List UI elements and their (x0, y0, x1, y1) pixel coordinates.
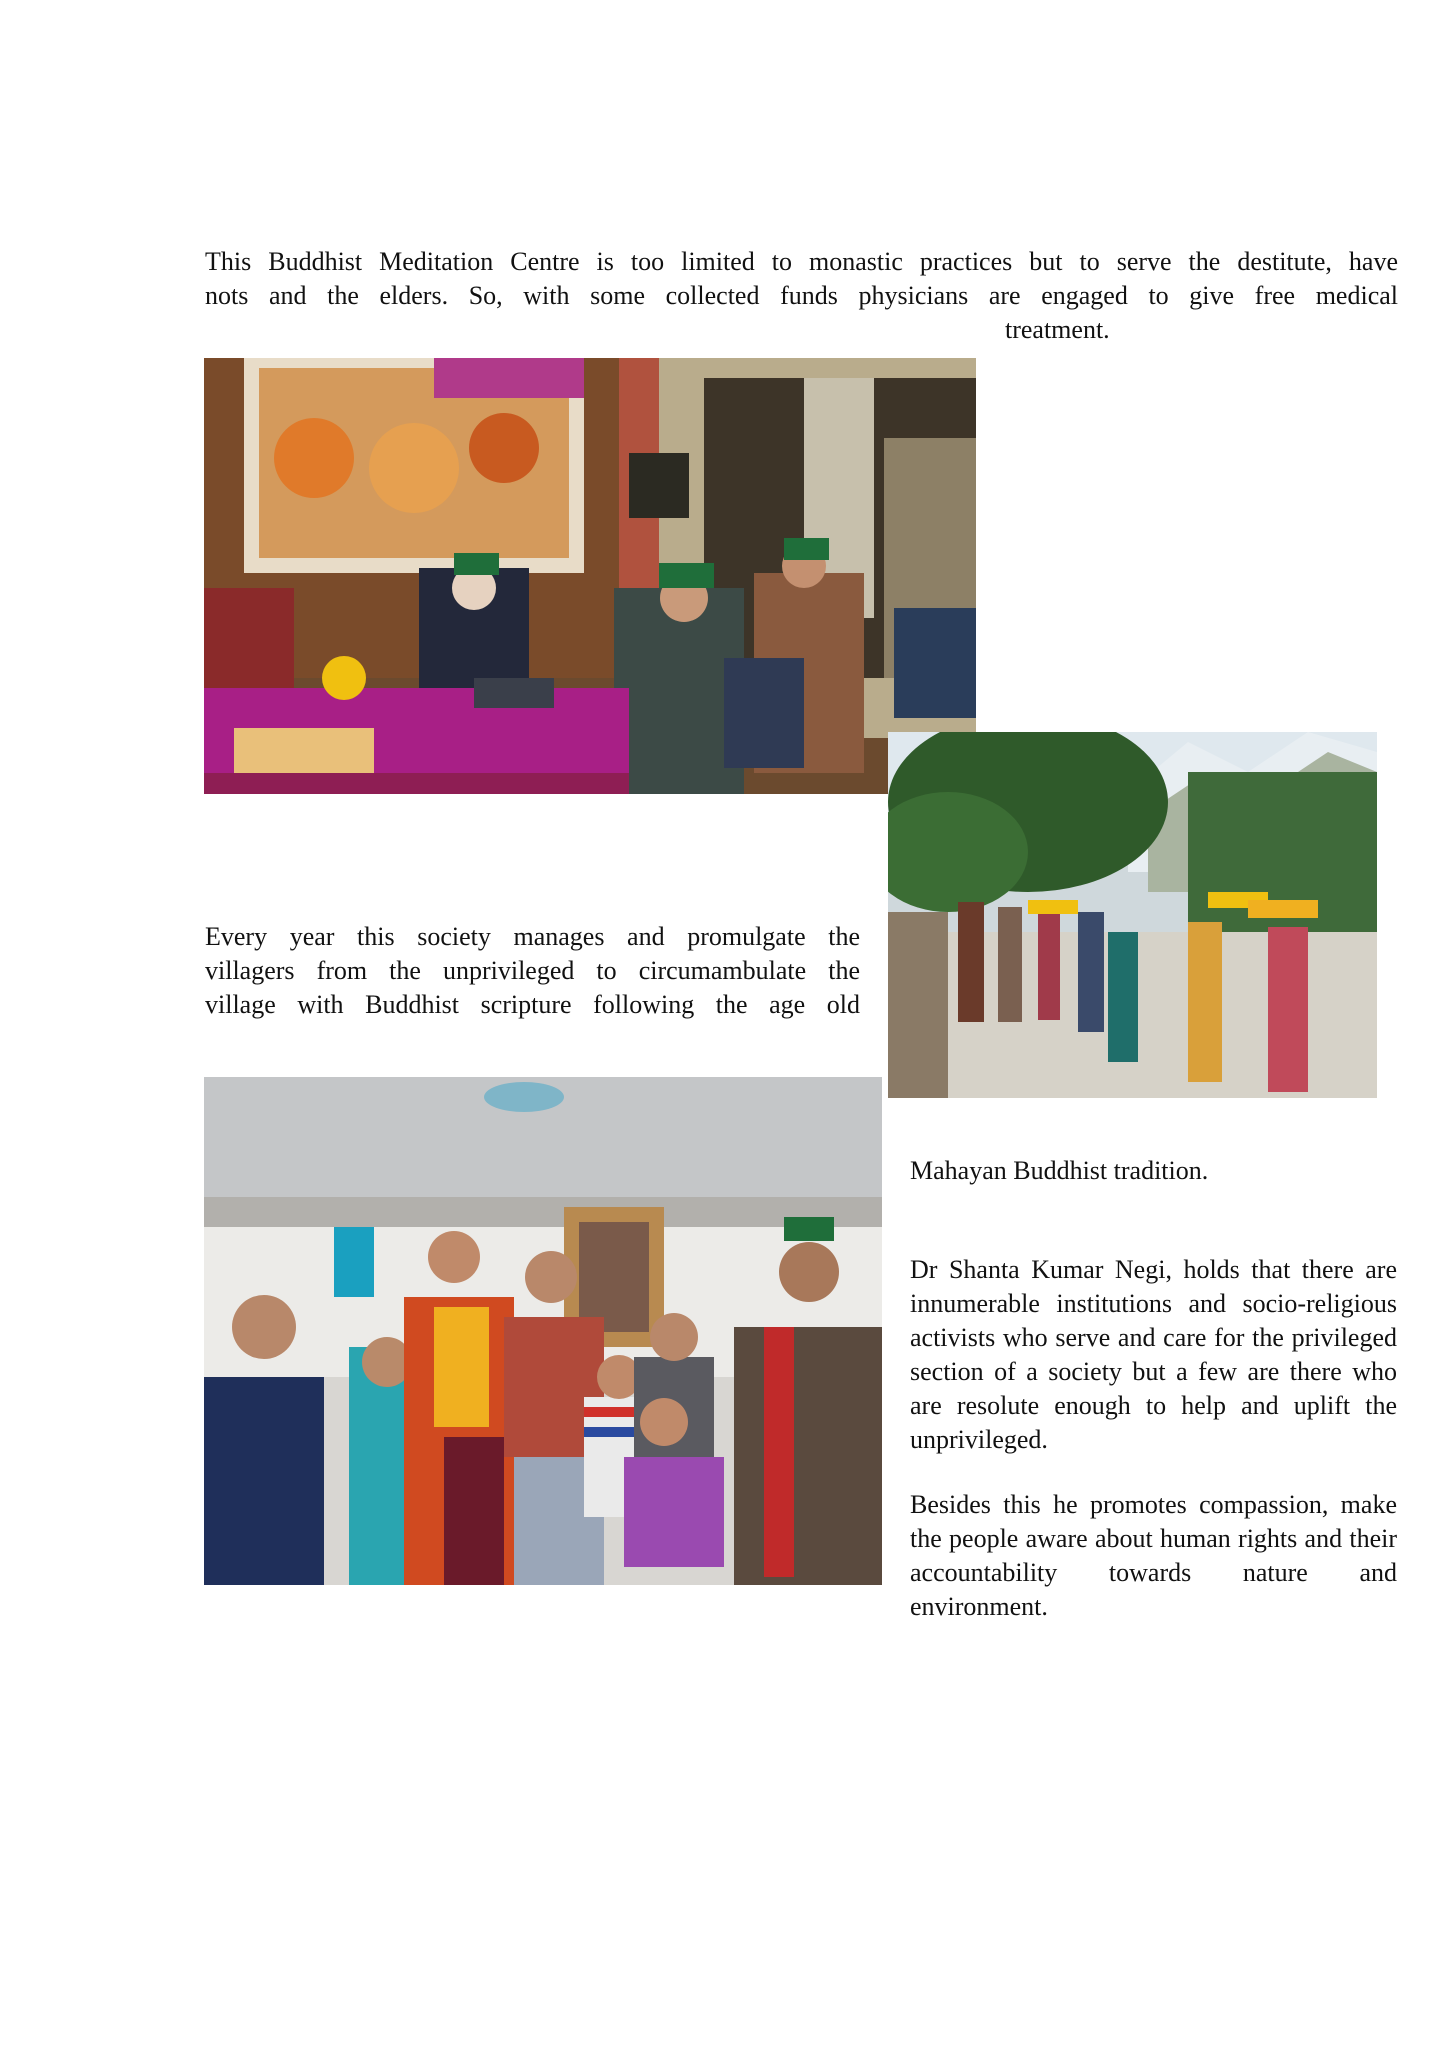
procession-line-3: village with Buddhist scripture following the age old (205, 990, 860, 1019)
intro-line-3: treatment. (1005, 315, 1110, 344)
negi-paragraph: Dr Shanta Kumar Negi, holds that there are innumerable institutions and socio-religious activists who serve and care for the privileged section of a society but a few are there who are resolute enough to help and uplift the unprivileged. (910, 1255, 1397, 1454)
besides-paragraph: Besides this he promotes compassion, make the people aware about human rights and their accountability towards nature and environment. (910, 1490, 1397, 1621)
group-photo (204, 1077, 882, 1585)
procession-continuation: Mahayan Buddhist tradition. (910, 1156, 1209, 1185)
intro-line-1: This Buddhist Meditation Centre is too limited to monastic practices but to serve the destitute, have (205, 247, 1398, 276)
procession-line-2: villagers from the unprivileged to circumambulate the (205, 956, 860, 985)
intro-paragraph (205, 245, 1398, 347)
intro-line-2: nots and the elders. So, with some collected funds physicians are engaged to give free medical (205, 281, 1398, 310)
procession-photo (888, 732, 1377, 1098)
procession-line-1: Every year this society manages and promulgate the (205, 922, 860, 951)
procession-paragraph (205, 920, 860, 1022)
medical-camp-photo (204, 358, 976, 794)
